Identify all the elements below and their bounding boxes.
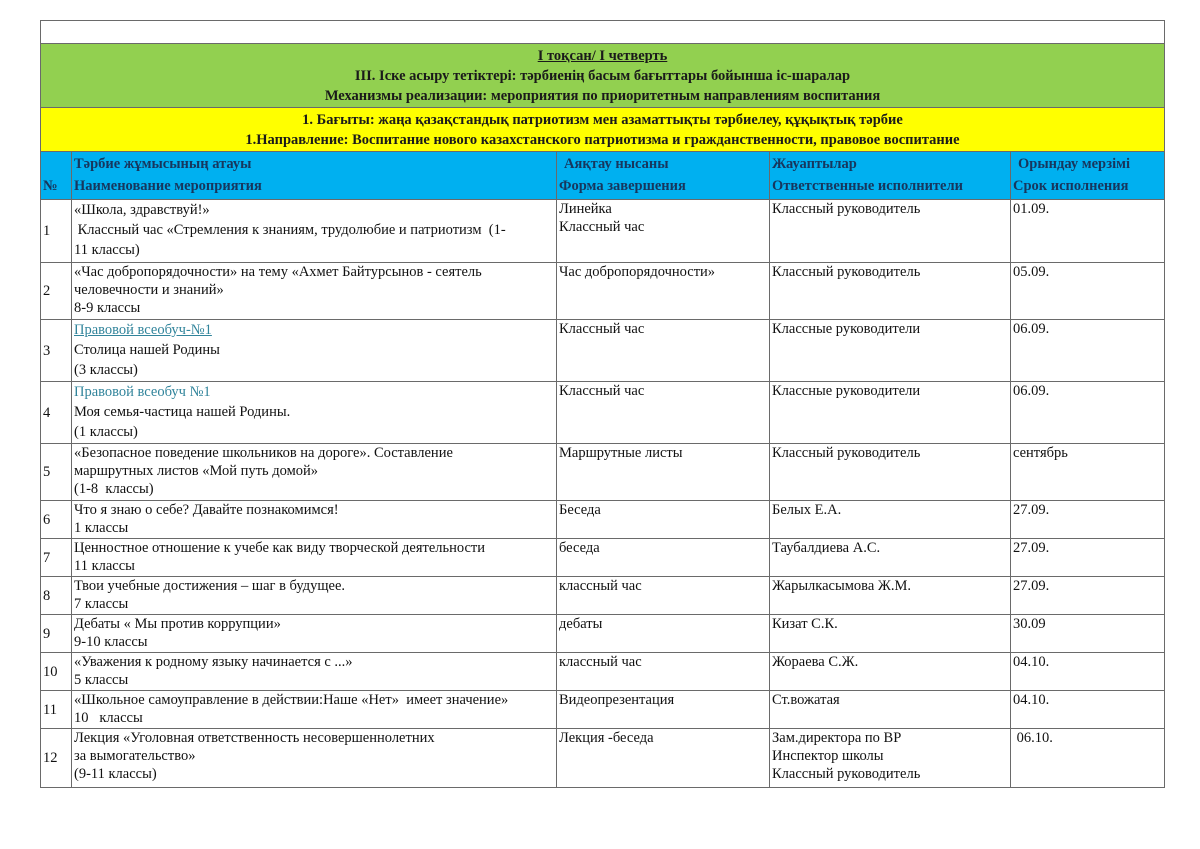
table-row (41, 691, 1165, 729)
responsible-line: Таубалдиева А.С. (772, 540, 881, 556)
completion-form-cell (557, 539, 770, 577)
column-header-form (557, 152, 770, 200)
responsible-cell (770, 444, 1011, 501)
column-header-date-kz: Орындау мерзімі (1018, 156, 1131, 172)
table-row (41, 577, 1165, 615)
table-row (41, 382, 1165, 444)
event-line: Моя семья-частица нашей Родины. (74, 404, 291, 420)
responsible-line: Зам.директора по ВР (772, 730, 902, 746)
column-header-name (72, 152, 557, 200)
date-cell: 04.10. (1011, 653, 1165, 691)
responsible-line: Классный руководитель (772, 201, 921, 217)
form-line: Час добропорядочности» (559, 264, 716, 280)
row-number: 9 (41, 615, 72, 653)
responsible-cell (770, 577, 1011, 615)
form-line: Классный час (559, 383, 645, 399)
event-line: Что я знаю о себе? Давайте познакомимся! (74, 502, 339, 518)
date-cell: 04.10. (1011, 691, 1165, 729)
responsible-line: Белых Е.А. (772, 502, 842, 518)
event-line: (9-11 классы) (74, 766, 157, 782)
event-line: «Уважения к родному языку начинается с ...» (74, 654, 353, 670)
completion-form-cell (557, 615, 770, 653)
date-cell: 06.09. (1011, 320, 1165, 382)
date-cell: 27.09. (1011, 501, 1165, 539)
table-row (41, 320, 1165, 382)
table-row (41, 263, 1165, 320)
event-line: Классный час «Стремления к знаниям, трудолюбие и патриотизм (1- (74, 222, 506, 238)
responsible-cell (770, 382, 1011, 444)
responsible-line: Ст.вожатая (772, 692, 840, 708)
event-line: (3 классы) (74, 362, 138, 378)
row-number: 11 (41, 691, 72, 729)
table-row (41, 653, 1165, 691)
event-name-cell (72, 501, 557, 539)
completion-form-cell (557, 382, 770, 444)
event-name-cell (72, 444, 557, 501)
form-line: Беседа (559, 502, 601, 518)
form-line: Лекция -беседа (559, 730, 654, 746)
responsible-cell (770, 615, 1011, 653)
event-name-cell (72, 263, 557, 320)
event-name-cell (72, 539, 557, 577)
row-number: 10 (41, 653, 72, 691)
responsible-line: Классные руководители (772, 321, 921, 337)
event-name-cell (72, 200, 557, 263)
event-line: 1 классы (74, 520, 129, 536)
row-number: 2 (41, 263, 72, 320)
form-line: Классный час (559, 321, 645, 337)
column-header-num: № (41, 152, 72, 200)
completion-form-cell (557, 653, 770, 691)
responsible-line: Инспектор школы (772, 748, 884, 764)
event-line: человечности и знаний» (74, 282, 224, 298)
table-row (41, 501, 1165, 539)
column-header-date (1011, 152, 1165, 200)
date-cell: 27.09. (1011, 577, 1165, 615)
date-cell: 06.10. (1011, 729, 1165, 788)
legal-education-label: Правовой всеобуч №1 (74, 384, 211, 400)
responsible-line: Классный руководитель (772, 264, 921, 280)
row-number: 5 (41, 444, 72, 501)
row-number: 6 (41, 501, 72, 539)
date-cell: 01.09. (1011, 200, 1165, 263)
event-line: Столица нашей Родины (74, 342, 220, 358)
form-line: Линейка (559, 201, 612, 217)
event-line: за вымогательство» (74, 748, 196, 764)
completion-form-cell (557, 263, 770, 320)
event-line: 8-9 классы (74, 300, 141, 316)
responsible-line: Классный руководитель (772, 766, 921, 782)
event-line: «Школа, здравствуй!» (74, 202, 210, 218)
responsible-line: Жораева С.Ж. (772, 654, 859, 670)
date-cell: 06.09. (1011, 382, 1165, 444)
completion-form-cell (557, 691, 770, 729)
event-line: Твои учебные достижения – шаг в будущее. (74, 578, 346, 594)
blank-row (41, 21, 1165, 44)
table-row (41, 444, 1165, 501)
legal-education-link[interactable]: Правовой всеобуч-№1 (74, 322, 212, 338)
column-header-date-ru: Срок исполнения (1013, 178, 1129, 194)
responsible-line: Классный руководитель (772, 445, 921, 461)
completion-form-cell (557, 444, 770, 501)
row-number: 3 (41, 320, 72, 382)
event-line: 7 классы (74, 596, 129, 612)
table-row (41, 729, 1165, 788)
event-line: Лекция «Уголовная ответственность несовершеннолетних (74, 730, 435, 746)
responsible-cell (770, 691, 1011, 729)
direction-band-cell (41, 108, 1165, 152)
event-line: Ценностное отношение к учебе как виду творческой деятельности (74, 540, 486, 556)
date-cell: 27.09. (1011, 539, 1165, 577)
direction-band (41, 108, 1165, 152)
form-line: Видеопрезентация (559, 692, 675, 708)
event-name-cell (72, 382, 557, 444)
responsible-line: Кизат С.К. (772, 616, 838, 632)
table-row (41, 539, 1165, 577)
row-number: 12 (41, 729, 72, 788)
event-line: 10 классы (74, 710, 143, 726)
event-name-cell (72, 577, 557, 615)
responsible-cell (770, 320, 1011, 382)
event-line: (1 классы) (74, 424, 138, 440)
section-title-ru: Механизмы реализации: мероприятия по приоритетным направлениям воспитания (324, 88, 881, 104)
event-name-cell (72, 615, 557, 653)
column-header-form-kz: Аяқтау нысаны (564, 156, 669, 172)
event-line: «Безопасное поведение школьников на дороге». Составление (74, 445, 453, 461)
event-name-cell (72, 320, 557, 382)
form-line: беседа (559, 540, 600, 556)
table-row (41, 615, 1165, 653)
table-header-row (41, 152, 1165, 200)
responsible-cell (770, 200, 1011, 263)
responsible-cell (770, 653, 1011, 691)
completion-form-cell (557, 577, 770, 615)
column-header-responsible (770, 152, 1011, 200)
event-line: «Школьное самоуправление в действии:Наше «Нет» имеет значение» (74, 692, 509, 708)
responsible-cell (770, 539, 1011, 577)
form-line: Маршрутные листы (559, 445, 683, 461)
row-number: 4 (41, 382, 72, 444)
responsible-cell (770, 263, 1011, 320)
date-cell: 05.09. (1011, 263, 1165, 320)
event-line: 11 классы (74, 558, 135, 574)
document-page (40, 20, 1164, 788)
direction-title-kz: 1. Бағыты: жаңа қазақстандық патриотизм мен азаматтықты тәрбиелеу, құқықтық тәрбие (302, 112, 903, 128)
column-header-name-kz: Тәрбие жұмысының атауы (74, 156, 252, 172)
event-line: Дебаты « Мы против коррупции» (74, 616, 281, 632)
row-number: 7 (41, 539, 72, 577)
responsible-line: Классные руководители (772, 383, 921, 399)
column-header-resp-ru: Ответственные исполнители (772, 178, 963, 194)
date-cell: сентябрь (1011, 444, 1165, 501)
form-line: классный час (559, 654, 642, 670)
table-row (41, 200, 1165, 263)
date-cell: 30.09 (1011, 615, 1165, 653)
completion-form-cell (557, 729, 770, 788)
section-band (41, 44, 1165, 108)
event-line: (1-8 классы) (74, 481, 154, 497)
form-line: Классный час (559, 219, 645, 235)
completion-form-cell (557, 200, 770, 263)
event-line: 9-10 классы (74, 634, 148, 650)
completion-form-cell (557, 320, 770, 382)
column-header-resp-kz: Жауаптылар (772, 156, 857, 172)
row-number: 1 (41, 200, 72, 263)
event-line: 5 классы (74, 672, 129, 688)
responsible-line: Жарылкасымова Ж.М. (772, 578, 912, 594)
responsible-cell (770, 729, 1011, 788)
plan-table (40, 20, 1165, 788)
event-line: 11 классы) (74, 242, 140, 258)
event-line: маршрутных листов «Мой путь домой» (74, 463, 319, 479)
section-band-cell (41, 44, 1165, 108)
column-header-form-ru: Форма завершения (559, 178, 686, 194)
event-name-cell (72, 691, 557, 729)
column-header-name-ru: Наименование мероприятия (74, 178, 262, 194)
row-number: 8 (41, 577, 72, 615)
form-line: дебаты (559, 616, 603, 632)
form-line: классный час (559, 578, 642, 594)
completion-form-cell (557, 501, 770, 539)
direction-title-ru: 1.Направление: Воспитание нового казахстанского патриотизма и гражданственности, правовое воспитание (245, 132, 960, 148)
event-name-cell (72, 729, 557, 788)
section-title-kz: III. Іске асыру тетіктері: тәрбиенің басым бағыттары бойынша іс-шаралар (354, 68, 851, 84)
event-line: «Час добропорядочности» на тему «Ахмет Байтурсынов - сеятель (74, 264, 482, 280)
event-name-cell (72, 653, 557, 691)
quarter-title: I тоқсан/ I четверть (537, 48, 668, 64)
responsible-cell (770, 501, 1011, 539)
